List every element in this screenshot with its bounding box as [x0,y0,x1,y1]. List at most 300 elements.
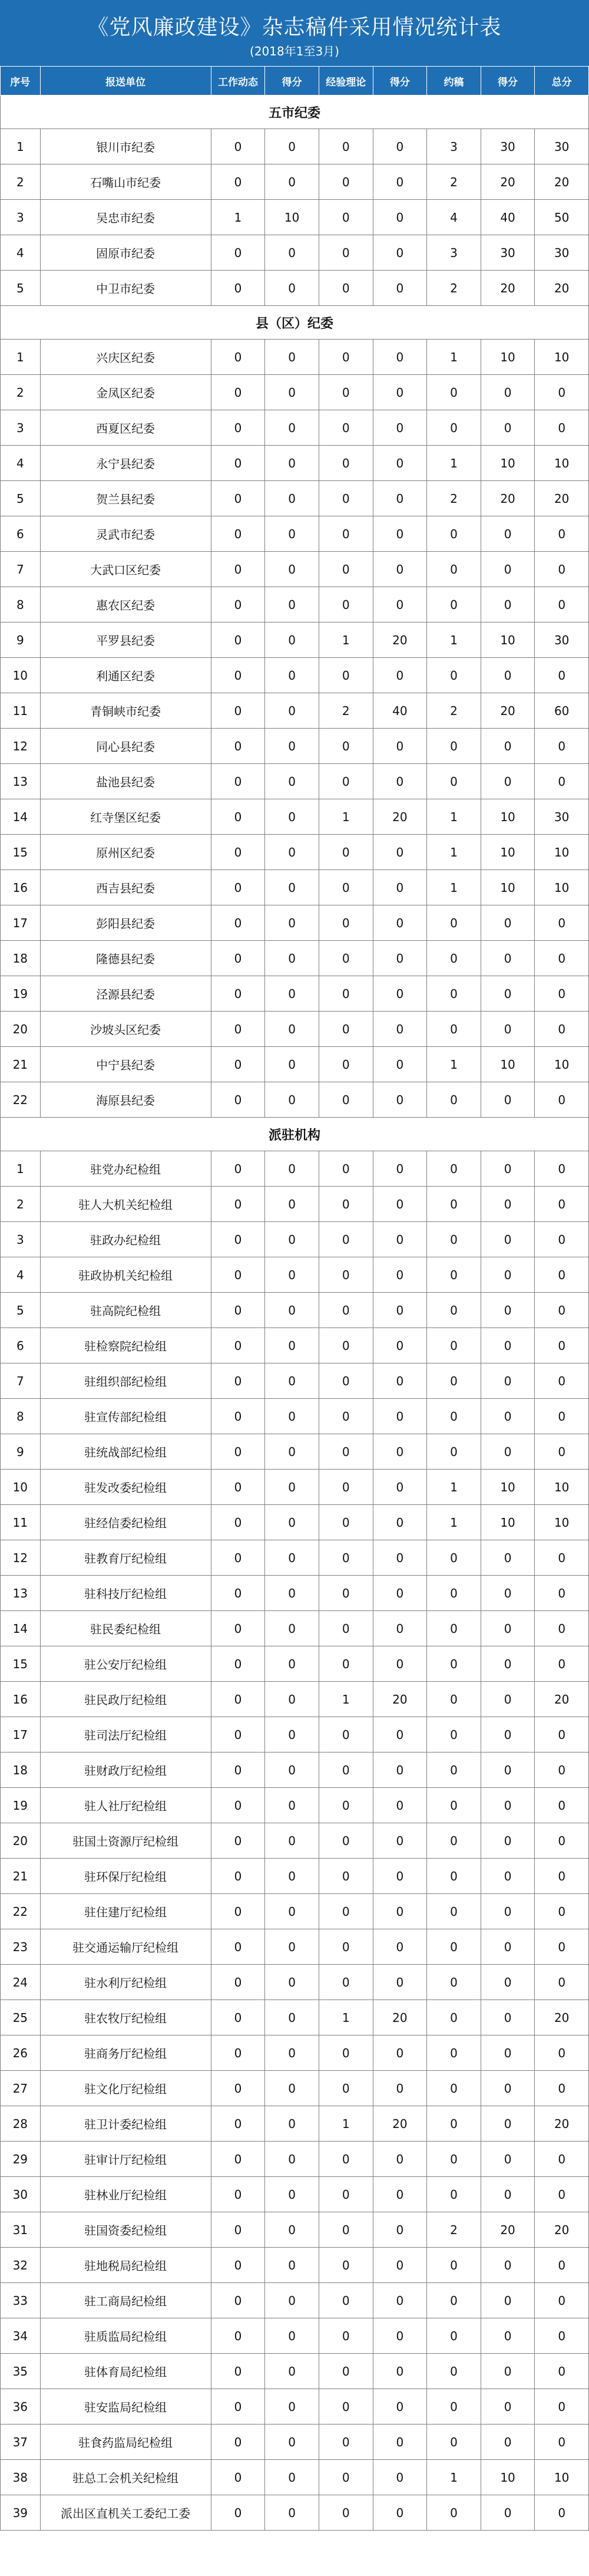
row-index: 8 [1,587,41,622]
row-index: 21 [1,1047,41,1082]
experience-theory-count: 0 [319,1470,373,1505]
total-score: 0 [535,1434,589,1470]
table-row [1,2071,589,2106]
commissioned-count: 0 [427,1788,481,1823]
row-index: 4 [1,235,41,271]
commissioned-count: 0 [427,1929,481,1965]
row-index: 36 [1,2389,41,2425]
unit-name: 驻环保厅纪检组 [40,1859,211,1894]
row-index: 7 [1,552,41,587]
unit-name: 青铜峡市纪委 [40,693,211,729]
commissioned-count: 1 [427,1047,481,1082]
row-index: 10 [1,1470,41,1505]
work-news-count: 0 [211,2035,265,2071]
total-score: 0 [535,1082,589,1118]
total-score: 0 [535,2425,589,2460]
work-news-score: 0 [265,1788,319,1823]
experience-theory-score: 0 [373,2283,427,2318]
total-score: 30 [535,235,589,271]
row-index: 3 [1,200,41,235]
work-news-count: 0 [211,2389,265,2425]
total-score: 10 [535,870,589,905]
work-news-score: 0 [265,1894,319,1929]
unit-name: 中宁县纪委 [40,1047,211,1082]
work-news-score: 0 [265,1047,319,1082]
table-row [1,2495,589,2531]
table-row [1,941,589,976]
total-score: 0 [535,1328,589,1363]
header-total: 总分 [535,67,589,95]
row-index: 34 [1,2318,41,2354]
row-index: 2 [1,1187,41,1222]
experience-theory-score: 0 [373,1859,427,1894]
page-title: 《党风廉政建设》杂志稿件采用情况统计表 [87,15,502,39]
total-score: 0 [535,1965,589,2000]
row-index: 22 [1,1894,41,1929]
experience-theory-score: 0 [373,375,427,410]
commissioned-score: 10 [481,1505,535,1540]
work-news-count: 0 [211,1646,265,1682]
commissioned-score: 0 [481,658,535,693]
experience-theory-count: 1 [319,622,373,658]
total-score: 0 [535,1363,589,1399]
unit-name: 派出区直机关工委纪工委 [40,2495,211,2531]
commissioned-count: 1 [427,799,481,835]
work-news-count: 0 [211,764,265,799]
commissioned-score: 0 [481,516,535,552]
work-news-count: 0 [211,1293,265,1328]
work-news-score: 0 [265,235,319,271]
work-news-count: 0 [211,516,265,552]
table-row [1,1611,589,1646]
commissioned-count: 3 [427,235,481,271]
experience-theory-score: 0 [373,1823,427,1859]
work-news-count: 0 [211,2283,265,2318]
table-row [1,1929,589,1965]
experience-theory-count: 0 [319,1646,373,1682]
unit-name: 驻教育厅纪检组 [40,1540,211,1576]
experience-theory-score: 20 [373,2106,427,2142]
commissioned-score: 0 [481,1859,535,1894]
row-index: 10 [1,658,41,693]
row-index: 16 [1,1682,41,1717]
work-news-score: 0 [265,905,319,941]
total-score: 20 [535,1682,589,1717]
row-index: 17 [1,905,41,941]
work-news-count: 0 [211,1222,265,1257]
experience-theory-score: 0 [373,2389,427,2425]
work-news-count: 0 [211,1363,265,1399]
unit-name: 驻民政厅纪检组 [40,1682,211,1717]
experience-theory-count: 0 [319,1363,373,1399]
experience-theory-score: 0 [373,976,427,1012]
total-score: 10 [535,1047,589,1082]
commissioned-count: 0 [427,1611,481,1646]
table-row [1,1753,589,1788]
unit-name: 驻食药监局纪检组 [40,2425,211,2460]
page-subtitle: (2018年1至3月) [250,44,339,58]
experience-theory-count: 0 [319,1293,373,1328]
work-news-score: 0 [265,622,319,658]
work-news-score: 0 [265,1363,319,1399]
commissioned-count: 0 [427,941,481,976]
commissioned-score: 0 [481,2389,535,2425]
commissioned-score: 0 [481,2495,535,2531]
experience-theory-count: 1 [319,2106,373,2142]
unit-name: 驻地税局纪检组 [40,2248,211,2283]
work-news-count: 0 [211,1788,265,1823]
commissioned-count: 0 [427,1082,481,1118]
commissioned-count: 1 [427,1470,481,1505]
commissioned-count: 0 [427,1965,481,2000]
row-index: 9 [1,1434,41,1470]
section-header-row [1,306,589,340]
total-score: 0 [535,375,589,410]
header-score-1: 得分 [265,67,319,95]
experience-theory-score: 0 [373,2177,427,2212]
table-row [1,129,589,164]
work-news-score: 0 [265,516,319,552]
experience-theory-score: 0 [373,1434,427,1470]
commissioned-count: 4 [427,200,481,235]
row-index: 5 [1,481,41,516]
work-news-score: 0 [265,1753,319,1788]
work-news-count: 0 [211,1894,265,1929]
work-news-count: 0 [211,446,265,481]
total-score: 10 [535,446,589,481]
table-row [1,1151,589,1187]
experience-theory-score: 0 [373,446,427,481]
commissioned-score: 0 [481,729,535,764]
row-index: 20 [1,1823,41,1859]
commissioned-score: 0 [481,2283,535,2318]
experience-theory-score: 20 [373,1682,427,1717]
commissioned-score: 20 [481,481,535,516]
table-row [1,2142,589,2177]
total-score: 0 [535,552,589,587]
table-row [1,622,589,658]
unit-name: 永宁县纪委 [40,446,211,481]
row-index: 1 [1,129,41,164]
experience-theory-count: 0 [319,2389,373,2425]
row-index: 29 [1,2142,41,2177]
total-score: 30 [535,129,589,164]
total-score: 60 [535,693,589,729]
commissioned-score: 0 [481,375,535,410]
experience-theory-count: 0 [319,1505,373,1540]
experience-theory-count: 0 [319,235,373,271]
row-index: 35 [1,2354,41,2389]
work-news-score: 0 [265,729,319,764]
work-news-score: 0 [265,1646,319,1682]
experience-theory-score: 0 [373,2212,427,2248]
commissioned-score: 20 [481,164,535,200]
commissioned-score: 0 [481,2177,535,2212]
work-news-score: 0 [265,1611,319,1646]
work-news-score: 0 [265,2425,319,2460]
row-index: 12 [1,1540,41,1576]
work-news-count: 0 [211,729,265,764]
work-news-count: 0 [211,235,265,271]
total-score: 0 [535,2142,589,2177]
section-title: 派驻机构 [1,1118,589,1151]
experience-theory-count: 0 [319,764,373,799]
experience-theory-score: 0 [373,1540,427,1576]
work-news-count: 0 [211,870,265,905]
row-index: 5 [1,271,41,306]
unit-name: 贺兰县纪委 [40,481,211,516]
experience-theory-score: 0 [373,1399,427,1434]
unit-name: 驻质监局纪检组 [40,2318,211,2354]
total-score: 0 [535,1646,589,1682]
commissioned-score: 0 [481,2354,535,2389]
experience-theory-count: 0 [319,2035,373,2071]
table-row [1,2035,589,2071]
row-index: 31 [1,2212,41,2248]
work-news-count: 0 [211,2495,265,2531]
experience-theory-count: 0 [319,1012,373,1047]
table-row [1,1505,589,1540]
work-news-count: 0 [211,1823,265,1859]
row-index: 4 [1,1257,41,1293]
work-news-score: 0 [265,2460,319,2495]
unit-name: 惠农区纪委 [40,587,211,622]
commissioned-count: 0 [427,1257,481,1293]
total-score: 10 [535,1505,589,1540]
experience-theory-score: 0 [373,164,427,200]
experience-theory-count: 0 [319,1823,373,1859]
commissioned-score: 0 [481,1222,535,1257]
commissioned-count: 2 [427,693,481,729]
commissioned-count: 0 [427,1576,481,1611]
work-news-score: 0 [265,764,319,799]
commissioned-score: 0 [481,1328,535,1363]
table-row [1,1470,589,1505]
experience-theory-score: 0 [373,2495,427,2531]
commissioned-score: 0 [481,764,535,799]
commissioned-score: 0 [481,1363,535,1399]
row-index: 14 [1,799,41,835]
commissioned-score: 0 [481,1894,535,1929]
experience-theory-count: 2 [319,693,373,729]
experience-theory-count: 1 [319,799,373,835]
unit-name: 原州区纪委 [40,835,211,870]
unit-name: 驻司法厅纪检组 [40,1717,211,1753]
work-news-score: 0 [265,1399,319,1434]
table-row [1,410,589,446]
experience-theory-score: 0 [373,2035,427,2071]
commissioned-count: 0 [427,905,481,941]
commissioned-score: 10 [481,799,535,835]
commissioned-score: 0 [481,1576,535,1611]
work-news-score: 0 [265,2000,319,2035]
experience-theory-score: 0 [373,2142,427,2177]
experience-theory-count: 0 [319,552,373,587]
table-row [1,200,589,235]
work-news-score: 0 [265,587,319,622]
experience-theory-score: 0 [373,1012,427,1047]
total-score: 0 [535,2177,589,2212]
unit-name: 中卫市纪委 [40,271,211,306]
work-news-count: 0 [211,1965,265,2000]
commissioned-score: 0 [481,552,535,587]
commissioned-count: 0 [427,2000,481,2035]
experience-theory-score: 0 [373,1187,427,1222]
experience-theory-score: 0 [373,2425,427,2460]
experience-theory-score: 0 [373,835,427,870]
work-news-score: 0 [265,799,319,835]
experience-theory-count: 0 [319,1328,373,1363]
commissioned-score: 10 [481,446,535,481]
commissioned-score: 0 [481,1293,535,1328]
total-score: 20 [535,2000,589,2035]
commissioned-score: 0 [481,2071,535,2106]
commissioned-score: 0 [481,1540,535,1576]
unit-name: 驻国资委纪检组 [40,2212,211,2248]
table-row [1,1788,589,1823]
work-news-score: 0 [265,2035,319,2071]
work-news-count: 0 [211,799,265,835]
work-news-score: 0 [265,1328,319,1363]
work-news-score: 0 [265,1434,319,1470]
work-news-count: 0 [211,1576,265,1611]
header-score-3: 得分 [481,67,535,95]
total-score: 20 [535,2212,589,2248]
unit-name: 灵武市纪委 [40,516,211,552]
table-row [1,1717,589,1753]
commissioned-count: 1 [427,2460,481,2495]
experience-theory-score: 0 [373,1788,427,1823]
row-index: 20 [1,1012,41,1047]
unit-name: 红寺堡区纪委 [40,799,211,835]
total-score: 0 [535,2354,589,2389]
work-news-count: 0 [211,164,265,200]
unit-name: 驻科技厅纪检组 [40,1576,211,1611]
row-index: 4 [1,446,41,481]
row-index: 7 [1,1363,41,1399]
experience-theory-count: 0 [319,2142,373,2177]
row-index: 2 [1,375,41,410]
experience-theory-score: 0 [373,1293,427,1328]
unit-name: 兴庆区纪委 [40,340,211,375]
experience-theory-count: 0 [319,941,373,976]
work-news-count: 0 [211,340,265,375]
table-row [1,2318,589,2354]
work-news-count: 0 [211,622,265,658]
work-news-score: 0 [265,1717,319,1753]
commissioned-score: 0 [481,2318,535,2354]
commissioned-score: 0 [481,1965,535,2000]
experience-theory-count: 0 [319,2248,373,2283]
unit-name: 驻林业厅纪检组 [40,2177,211,2212]
work-news-score: 0 [265,2318,319,2354]
unit-name: 驻统战部纪检组 [40,1434,211,1470]
total-score: 0 [535,1611,589,1646]
unit-name: 利通区纪委 [40,658,211,693]
experience-theory-score: 0 [373,516,427,552]
experience-theory-score: 20 [373,622,427,658]
unit-name: 驻检察院纪检组 [40,1328,211,1363]
experience-theory-score: 0 [373,1717,427,1753]
unit-name: 驻组织部纪检组 [40,1363,211,1399]
commissioned-score: 0 [481,2106,535,2142]
unit-name: 驻农牧厅纪检组 [40,2000,211,2035]
work-news-score: 0 [265,1187,319,1222]
commissioned-score: 0 [481,1187,535,1222]
commissioned-score: 0 [481,1646,535,1682]
table-row [1,1682,589,1717]
experience-theory-count: 0 [319,446,373,481]
commissioned-count: 1 [427,622,481,658]
experience-theory-score: 0 [373,1151,427,1187]
unit-name: 驻审计厅纪检组 [40,2142,211,2177]
experience-theory-count: 0 [319,1894,373,1929]
experience-theory-count: 0 [319,1611,373,1646]
commissioned-count: 0 [427,2035,481,2071]
unit-name: 驻党办纪检组 [40,1151,211,1187]
commissioned-count: 1 [427,870,481,905]
total-score: 0 [535,1717,589,1753]
work-news-score: 0 [265,2354,319,2389]
experience-theory-score: 0 [373,587,427,622]
experience-theory-count: 0 [319,2495,373,2531]
unit-name: 盐池县纪委 [40,764,211,799]
experience-theory-count: 0 [319,1434,373,1470]
total-score: 0 [535,976,589,1012]
row-index: 30 [1,2177,41,2212]
commissioned-count: 0 [427,2283,481,2318]
commissioned-score: 0 [481,941,535,976]
work-news-count: 0 [211,1682,265,1717]
experience-theory-count: 0 [319,2425,373,2460]
total-score: 0 [535,658,589,693]
work-news-score: 0 [265,870,319,905]
experience-theory-count: 0 [319,2212,373,2248]
work-news-score: 0 [265,271,319,306]
total-score: 0 [535,941,589,976]
work-news-count: 0 [211,587,265,622]
total-score: 0 [535,2248,589,2283]
row-index: 15 [1,1646,41,1682]
table-row [1,1082,589,1118]
work-news-score: 0 [265,1082,319,1118]
unit-name: 驻工商局纪检组 [40,2283,211,2318]
experience-theory-count: 0 [319,835,373,870]
row-index: 25 [1,2000,41,2035]
total-score: 30 [535,622,589,658]
experience-theory-count: 0 [319,1929,373,1965]
table-row [1,375,589,410]
table-row [1,1965,589,2000]
experience-theory-score: 0 [373,1470,427,1505]
row-index: 15 [1,835,41,870]
total-score: 0 [535,1788,589,1823]
experience-theory-score: 0 [373,410,427,446]
unit-name: 驻总工会机关纪检组 [40,2460,211,2495]
work-news-score: 0 [265,129,319,164]
work-news-score: 0 [265,2177,319,2212]
total-score: 0 [535,1859,589,1894]
experience-theory-count: 0 [319,1187,373,1222]
row-index: 16 [1,870,41,905]
work-news-count: 0 [211,1328,265,1363]
experience-theory-count: 0 [319,1788,373,1823]
commissioned-score: 30 [481,235,535,271]
commissioned-count: 0 [427,410,481,446]
total-score: 0 [535,587,589,622]
work-news-count: 0 [211,129,265,164]
section-header-row [1,95,589,129]
